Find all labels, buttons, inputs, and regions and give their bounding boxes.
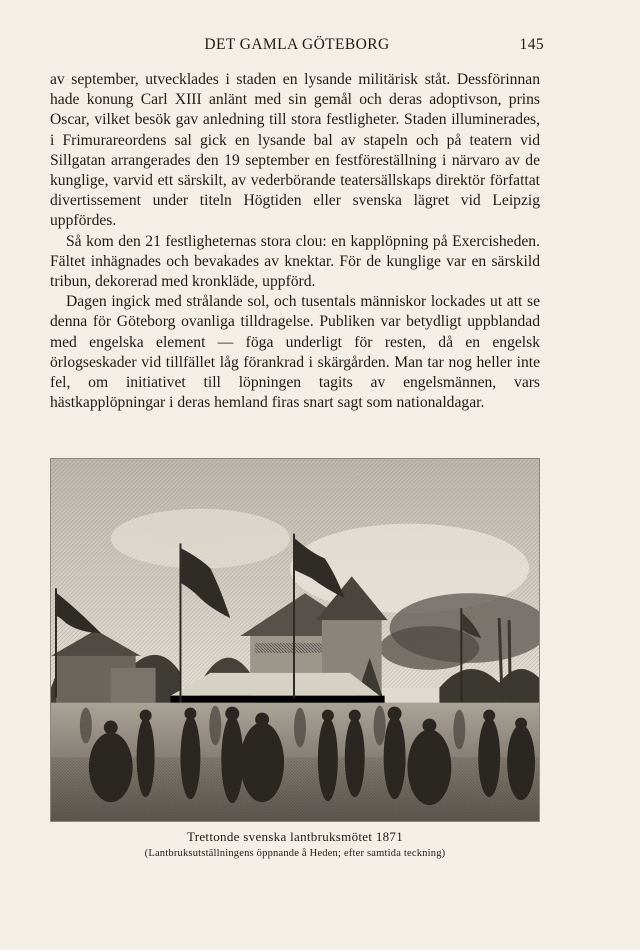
exhibition-opening-engraving (51, 459, 539, 821)
body-text (50, 70, 540, 413)
running-header (50, 36, 544, 58)
paragraph-2: Så kom den 21 festligheternas stora clou: en kapplöpning på Exercisheden. Fältet inhägnades och bevakades av knektar. För de kunglige var en särskild tribun, dekorerad med kronkläde, uppförd. (50, 232, 540, 291)
figure-subcaption: (Lantbruksutställningens öppnande å Heden; efter samtida teckning) (144, 848, 446, 859)
figure-caption: Trettonde svenska lantbruksmötet 1871 (186, 829, 404, 844)
paragraph-3: Dagen ingick med strålande sol, och tusentals människor lockades ut att se denna för Göteborg ovanliga tilldragelse. Publiken var betydligt uppblandad med engelska element — föga underligt för resten, då en engelsk örlogseskader vid tillfället låg förankrad i skärgården. Man tar nog heller inte fel, om initiativet till löpningen tagits av engelsmännen, vars hästkapplöpningar i deras hemland firas snart sagt som nationaldagar. (50, 293, 540, 412)
page-number: 145 (519, 36, 544, 53)
paragraph-1: av september, utvecklades i staden en lysande militärisk ståt. Dessförinnan hade konung Carl XIII anlänt med sin gemål och deras adoptivson, prins Oscar, vilket besök gav anledning till stora festligheter. Staden illuminerades, i Frimurareordens sal gick en lysande bal av stapeln och på teatern vid Sillgatan arrangerades den 19 september en festföreställning i närvaro av de kunglige, varvid ett särskilt, av vederbörande teatersällskaps direktör författat divertissement under titeln Högtiden eller svenska lägret vid Leipzig uppfördes. (50, 71, 540, 230)
running-title: DET GAMLA GÖTEBORG (204, 36, 390, 53)
engraving-illustration (50, 458, 540, 822)
